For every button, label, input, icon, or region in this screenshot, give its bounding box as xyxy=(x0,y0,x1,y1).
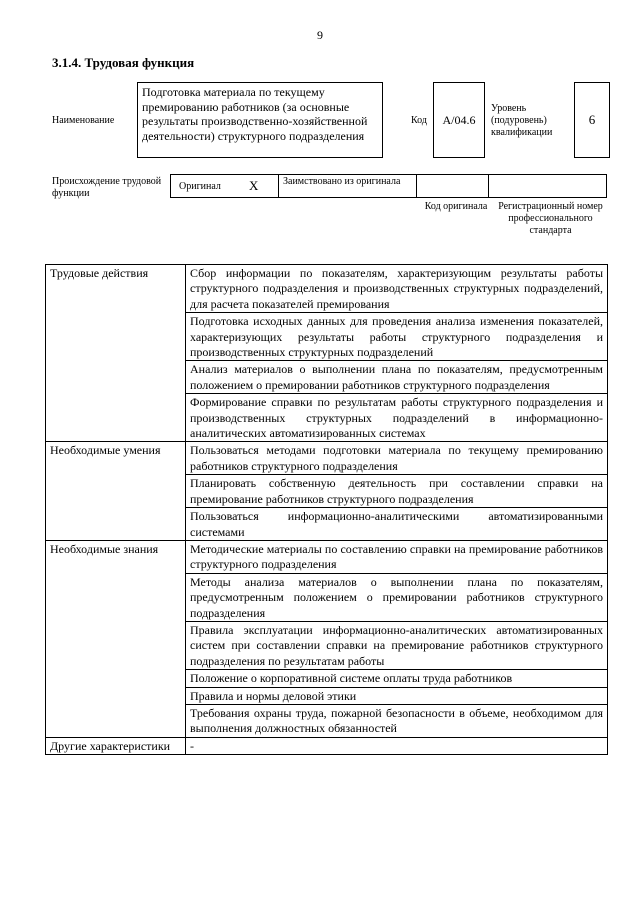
level-label: Уровень (подуровень) квалификации xyxy=(491,103,553,138)
table-row xyxy=(46,442,608,475)
section-item: Требования охраны труда, пожарной безопасности в объеме, необходимом для выполнения должностных обязанностей xyxy=(186,704,608,737)
page-number: 9 xyxy=(317,28,323,42)
function-name-box: Подготовка материала по текущему премированию работников (за основные результаты производственно-хозяйственной деятельности) структурного подразделения xyxy=(137,82,383,158)
section-title: Необходимые знания xyxy=(46,540,186,737)
section-item: Пользоваться информационно-аналитическими автоматизированными системами xyxy=(186,508,608,541)
function-details-table xyxy=(45,264,608,755)
origin-original-cell xyxy=(170,174,278,198)
table-row xyxy=(46,737,608,754)
section-item: Формирование справки по результатам работы структурного подразделения и производственных структурных подразделений в информационно-аналитических автоматизированных системах xyxy=(186,394,608,442)
section-item: Правила и нормы деловой этики xyxy=(186,687,608,704)
reg-number-caption: Регистрационный номер профессионального стандарта xyxy=(498,201,603,236)
original-mark: X xyxy=(249,178,259,193)
section-item: Подготовка исходных данных для проведения анализа изменения показателей, характеризующих результаты работы структурного подразделения и производственных структурных подразделений xyxy=(186,313,608,361)
table-row xyxy=(46,265,608,313)
section-heading: 3.1.4. Трудовая функция xyxy=(52,55,195,70)
original-code-caption: Код оригинала xyxy=(424,201,488,212)
section-item: Методические материалы по составлению справки на премирование работников структурного подразделения xyxy=(186,540,608,573)
original-code-cell xyxy=(416,174,488,198)
section-item: - xyxy=(186,737,608,754)
section-item: Планировать собственную деятельность при составлении справки на премирование работников структурного подразделения xyxy=(186,475,608,508)
section-item: Методы анализа материалов о выполнении плана по показателям, предусмотренным положением о премировании работников структурного подразделения xyxy=(186,573,608,621)
code-value-box: A/04.6 xyxy=(433,82,485,158)
level-value-box: 6 xyxy=(574,82,610,158)
origin-table xyxy=(170,174,607,198)
section-title: Другие характеристики xyxy=(46,737,186,754)
origin-label: Происхождение трудовой функции xyxy=(52,176,162,199)
section-item: Правила эксплуатации информационно-аналитических автоматизированных систем при составлении справки на премирование работников структурного подразделения по результатам работы xyxy=(186,621,608,669)
table-row xyxy=(46,540,608,573)
section-item: Положение о корпоративной системе оплаты труда работников xyxy=(186,670,608,687)
reg-number-cell xyxy=(488,174,607,198)
original-label: Оригинал xyxy=(179,181,221,192)
borrowed-label: Заимствовано из оригинала xyxy=(278,174,416,198)
section-item: Сбор информации по показателям, характеризующим результаты работы структурного подразделения и производственных структурных подразделений, для расчета показателей премирования xyxy=(186,265,608,313)
section-item: Анализ материалов о выполнении плана по показателям, предусмотренным положением о премировании работников структурного подразделения xyxy=(186,361,608,394)
section-title: Необходимые умения xyxy=(46,442,186,540)
code-label: Код xyxy=(411,115,427,126)
section-title: Трудовые действия xyxy=(46,265,186,442)
section-item: Пользоваться методами подготовки материала по текущему премированию работников структурного подразделения xyxy=(186,442,608,475)
name-label: Наименование xyxy=(52,115,115,126)
